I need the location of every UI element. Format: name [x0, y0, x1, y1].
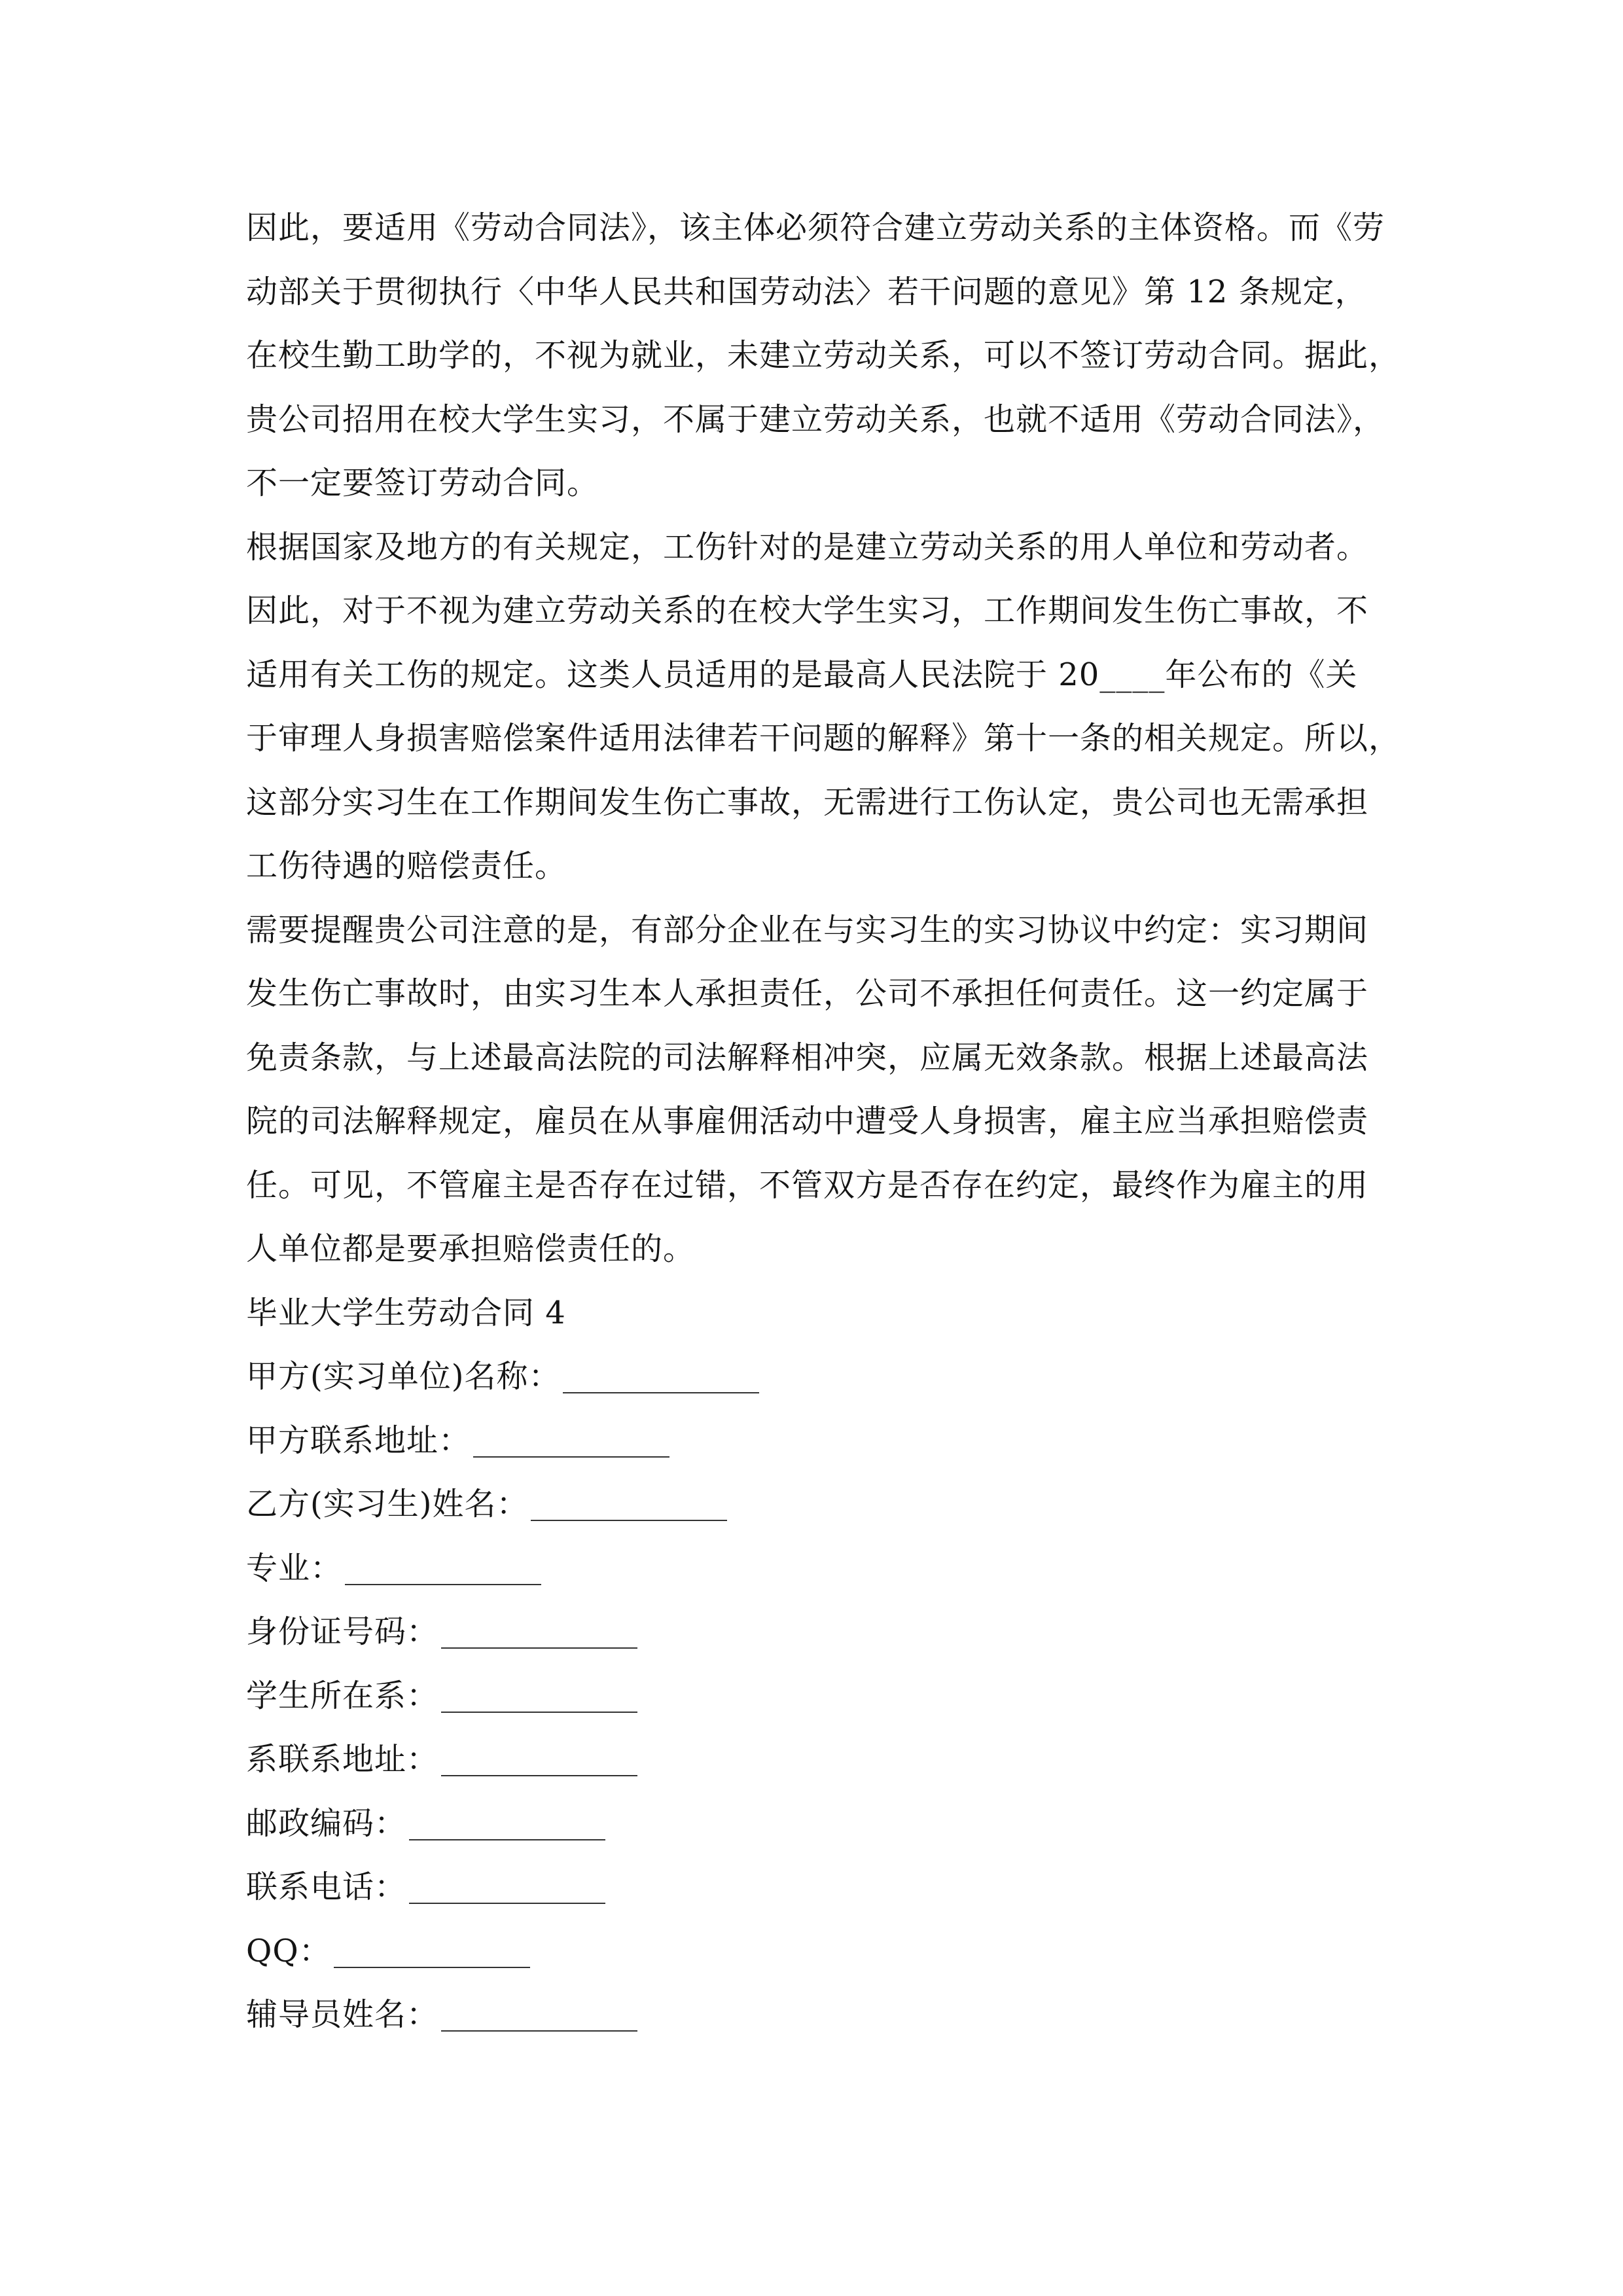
field-label: 学生所在系： [246, 1677, 439, 1714]
text-line: 贵公司招用在校大学生实习，不属于建立劳动关系，也就不适用《劳动合同法》， [246, 401, 1385, 438]
field-major [246, 1537, 1411, 1601]
text-line: 免责条款，与上述最高法院的司法解释相冲突，应属无效条款。根据上述最高法 [246, 1039, 1369, 1076]
field-company-address [246, 1409, 1411, 1473]
text-line: 任。可见，不管雇主是否存在过错，不管双方是否存在约定，最终作为雇主的用 [246, 1166, 1369, 1204]
paragraph-2 [246, 516, 1411, 899]
field-label: 邮政编码： [246, 1804, 407, 1842]
contract-fields [246, 1345, 1411, 2047]
field-label: 甲方联系地址： [246, 1422, 471, 1459]
blank-line [441, 1647, 637, 1649]
text-line: 因此，对于不视为建立劳动关系的在校大学生实习，工作期间发生伤亡事故，不 [246, 592, 1369, 629]
field-phone [246, 1856, 1411, 1920]
blank-line [409, 1839, 605, 1840]
blank-line [345, 1584, 541, 1585]
text-line: 工伤待遇的赔偿责任。 [246, 848, 567, 884]
field-label: QQ： [246, 1932, 331, 1969]
blank-line [473, 1456, 669, 1458]
field-department-address [246, 1728, 1411, 1792]
field-label: 甲方(实习单位)名称： [246, 1358, 561, 1395]
blank-line [441, 1775, 637, 1776]
text-line: 院的司法解释规定，雇员在从事雇佣活动中遭受人身损害，雇主应当承担赔偿责 [246, 1103, 1369, 1139]
text-line: 需要提醒贵公司注意的是，有部分企业在与实习生的实习协议中约定：实习期间 [246, 911, 1369, 948]
text-line: 于审理人身损害赔偿案件适用法律若干问题的解释》第十一条的相关规定。所以， [246, 720, 1401, 757]
text-line: 在校生勤工助学的，不视为就业，未建立劳动关系，可以不签订劳动合同。据此， [246, 337, 1401, 374]
field-label: 专业： [246, 1549, 343, 1587]
text-line: 适用有关工伤的规定。这类人员适用的是最高人民法院于 20____年公布的《关 [246, 656, 1358, 693]
field-id-number [246, 1600, 1411, 1664]
text-line: 这部分实习生在工作期间发生伤亡事故，无需进行工伤认定，贵公司也无需承担 [246, 783, 1369, 821]
text-line: 因此，要适用《劳动合同法》，该主体必须符合建立劳动关系的主体资格。而《劳 [246, 209, 1385, 246]
blank-line [334, 1967, 530, 1968]
field-label: 辅导员姓名： [246, 1996, 439, 2033]
text-line: 发生伤亡事故时，由实习生本人承担责任，公司不承担任何责任。这一约定属于 [246, 975, 1369, 1012]
field-intern-name [246, 1473, 1411, 1537]
blank-line [531, 1520, 727, 1521]
field-label: 身份证号码： [246, 1613, 439, 1650]
text-line: 不一定要签订劳动合同。 [246, 465, 599, 501]
blank-line [409, 1903, 605, 1904]
field-counselor-name [246, 1983, 1411, 2047]
paragraph-1 [246, 196, 1411, 516]
document-body [246, 196, 1411, 2047]
text-line: 动部关于贯彻执行〈中华人民共和国劳动法〉若干问题的意见》第 12 条规定， [246, 273, 1367, 310]
field-department [246, 1664, 1411, 1729]
field-label: 系联系地址： [246, 1741, 439, 1778]
paragraph-3 [246, 899, 1411, 1282]
text-line: 根据国家及地方的有关规定，工伤针对的是建立劳动关系的用人单位和劳动者。 [246, 528, 1369, 565]
blank-line [441, 1712, 637, 1713]
section-title: 毕业大学生劳动合同 4 [246, 1294, 566, 1331]
field-company-name [246, 1345, 1411, 1409]
field-postal-code [246, 1792, 1411, 1856]
field-qq [246, 1920, 1411, 1984]
field-label: 乙方(实习生)姓名： [246, 1486, 529, 1522]
text-line: 人单位都是要承担赔偿责任的。 [246, 1230, 696, 1267]
blank-line [441, 2030, 637, 2032]
blank-line [563, 1392, 759, 1393]
field-label: 联系电话： [246, 1869, 407, 1905]
